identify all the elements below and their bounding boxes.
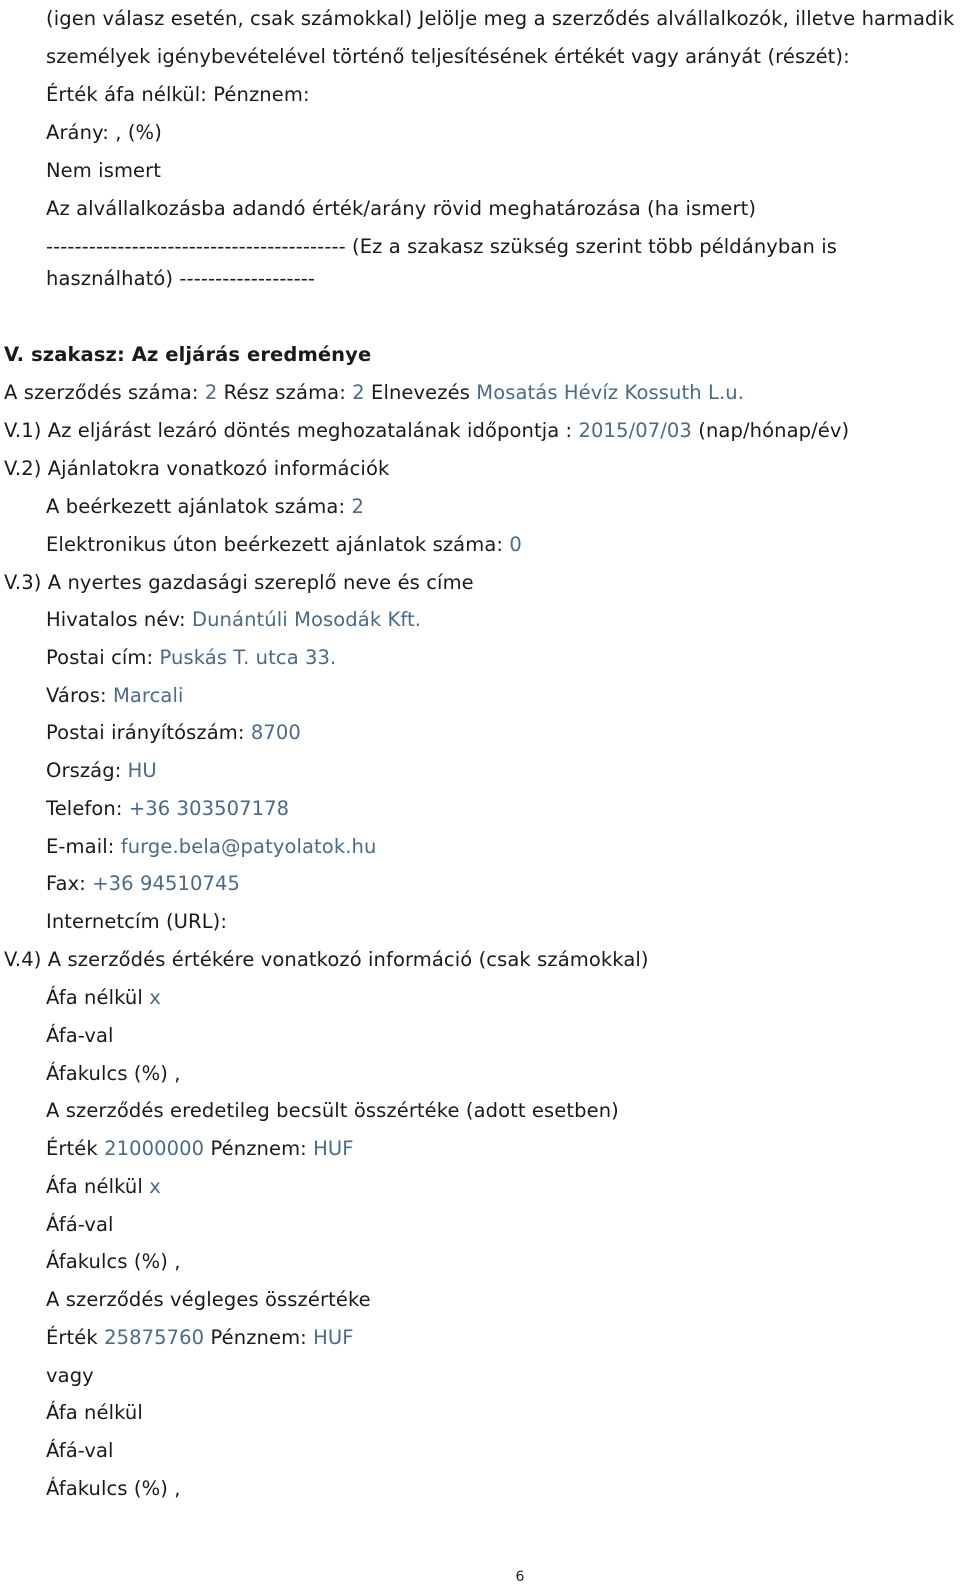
text-line	[46, 158, 161, 184]
part-number: 2	[352, 381, 365, 404]
country-label: Ország:	[46, 759, 122, 782]
vat-rate-label: Áfakulcs (%) ,	[46, 1250, 181, 1273]
address-line	[46, 645, 336, 671]
name-value: Mosatás Hévíz Kossuth L.u.	[476, 381, 744, 404]
contract-label: A szerződés száma:	[4, 381, 199, 404]
text-line	[46, 120, 162, 146]
decision-date-value: 2015/07/03	[578, 419, 692, 442]
vat-excluded-label: Áfa nélkül	[46, 1401, 143, 1424]
vat-included-label: Áfa-val	[46, 1024, 114, 1047]
paragraph-text: Érték áfa nélkül: Pénznem:	[46, 83, 310, 106]
currency-value: HUF	[313, 1137, 354, 1160]
estimated-value-heading	[46, 1098, 619, 1124]
currency-label: Pénznem:	[210, 1326, 307, 1349]
eoffers-label: Elektronikus úton beérkezett ajánlatok száma:	[46, 533, 504, 556]
url-line	[46, 909, 227, 935]
or-line	[46, 1363, 94, 1389]
vat-excluded-mark: x	[149, 1175, 161, 1198]
vat-excluded-mark: x	[149, 986, 161, 1009]
vat-excluded-line	[46, 985, 161, 1011]
vat-included-line	[46, 1438, 114, 1464]
contract-line	[4, 380, 744, 406]
section-title	[4, 342, 371, 368]
url-label: Internetcím (URL):	[46, 910, 228, 933]
official-name-label: Hivatalos név:	[46, 608, 186, 631]
decision-date-label: V.1) Az eljárást lezáró döntés meghozatalának időpontja :	[4, 419, 573, 442]
vat-included-line	[46, 1023, 114, 1049]
paragraph-text: személyek igénybevételével történő teljesítésének értékét vagy arányát (részét):	[46, 45, 850, 68]
page-number: 6	[515, 1569, 525, 1585]
text-line	[46, 82, 310, 108]
text-line	[46, 6, 954, 32]
email-value: furge.bela@patyolatok.hu	[120, 835, 377, 858]
city-line	[46, 683, 184, 709]
vat-rate-label: Áfakulcs (%) ,	[46, 1062, 181, 1085]
country-value: HU	[127, 759, 157, 782]
eoffers-value: 0	[509, 533, 522, 556]
city-value: Marcali	[112, 684, 184, 707]
offers-line	[46, 494, 364, 520]
email-line	[46, 834, 376, 860]
vat-excluded-label: Áfa nélkül	[46, 1175, 143, 1198]
vat-excluded-line	[46, 1174, 161, 1200]
value-heading-text: V.4) A szerződés értékére vonatkozó információ (csak számokkal)	[4, 948, 649, 971]
paragraph-text: Az alvállalkozásba adandó érték/arány rövid meghatározása (ha ismert)	[46, 197, 757, 220]
country-line	[46, 758, 157, 784]
vat-included-label: Áfá-val	[46, 1439, 114, 1462]
decision-date-format: (nap/hónap/év)	[698, 419, 850, 442]
text-line	[46, 196, 756, 222]
zip-line	[46, 720, 301, 746]
text-line	[46, 266, 315, 292]
or-text: vagy	[46, 1364, 94, 1387]
value-heading	[4, 947, 649, 973]
name-label: Elnevezés	[371, 381, 470, 404]
section-title-text: V. szakasz: Az eljárás eredménye	[4, 343, 372, 366]
official-name-value: Dunántúli Mosodák Kft.	[191, 608, 422, 631]
paragraph-text: Arány: , (%)	[46, 121, 162, 144]
vat-rate-line	[46, 1249, 181, 1275]
vat-rate-label: Áfakulcs (%) ,	[46, 1477, 181, 1500]
vat-excluded-label: Áfa nélkül	[46, 986, 143, 1009]
offers-heading-text: V.2) Ajánlatokra vonatkozó információk	[4, 457, 390, 480]
city-label: Város:	[46, 684, 107, 707]
address-value: Puskás T. utca 33.	[159, 646, 337, 669]
text-line	[46, 44, 850, 70]
final-value-line	[46, 1325, 354, 1351]
official-name-line	[46, 607, 421, 633]
text-line	[46, 234, 837, 260]
eoffers-line	[46, 532, 522, 558]
paragraph-text: (igen válasz esetén, csak számokkal) Jelölje meg a szerződés alvállalkozók, illetve harmadik	[46, 7, 955, 30]
offers-value: 2	[351, 495, 364, 518]
contract-number: 2	[204, 381, 218, 404]
vat-included-line	[46, 1212, 114, 1238]
offers-label: A beérkezett ajánlatok száma:	[46, 495, 346, 518]
final-value-text: A szerződés végleges összértéke	[46, 1288, 371, 1311]
vat-excluded-line	[46, 1400, 143, 1426]
paragraph-text: használható) -------------------	[46, 267, 316, 290]
phone-value: +36 303507178	[128, 797, 290, 820]
currency-label: Pénznem:	[210, 1137, 307, 1160]
email-label: E-mail:	[46, 835, 115, 858]
vat-included-label: Áfá-val	[46, 1213, 114, 1236]
fax-label: Fax:	[46, 872, 86, 895]
offers-heading	[4, 456, 389, 482]
paragraph-text: Nem ismert	[46, 159, 162, 182]
estimated-value-text: A szerződés eredetileg becsült összértéke (adott esetben)	[46, 1099, 619, 1122]
zip-label: Postai irányítószám:	[46, 721, 245, 744]
phone-line	[46, 796, 289, 822]
estimated-value-line	[46, 1136, 354, 1162]
value-label: Érték	[46, 1326, 98, 1349]
zip-value: 8700	[250, 721, 301, 744]
part-label: Rész száma:	[223, 381, 346, 404]
phone-label: Telefon:	[46, 797, 123, 820]
paragraph-text: ------------------------------------------ (Ez a szakasz szükség szerint több példányban is	[46, 235, 837, 258]
decision-date-line	[4, 418, 849, 444]
address-label: Postai cím:	[46, 646, 154, 669]
estimated-value-amount: 21000000	[104, 1137, 205, 1160]
currency-value: HUF	[313, 1326, 354, 1349]
fax-line	[46, 871, 240, 897]
final-value-heading	[46, 1287, 371, 1313]
vat-rate-line	[46, 1476, 181, 1502]
winner-heading	[4, 570, 474, 596]
final-value-amount: 25875760	[104, 1326, 205, 1349]
value-label: Érték	[46, 1137, 98, 1160]
fax-value: +36 94510745	[92, 872, 241, 895]
winner-heading-text: V.3) A nyertes gazdasági szereplő neve és címe	[4, 571, 474, 594]
vat-rate-line	[46, 1061, 181, 1087]
